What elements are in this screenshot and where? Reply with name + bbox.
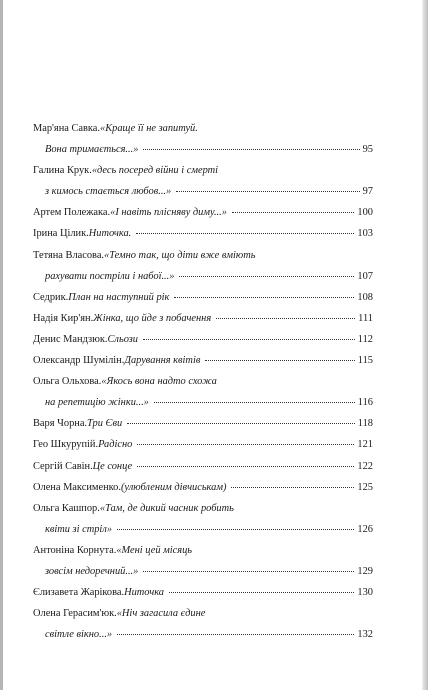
dot-leader bbox=[216, 318, 355, 319]
dot-leader bbox=[174, 297, 354, 298]
toc-entry-line bbox=[33, 287, 373, 308]
toc-entry-line bbox=[33, 202, 373, 223]
toc-entry-continuation bbox=[33, 266, 373, 287]
toc-author: Антоніна Корнута. bbox=[33, 544, 117, 556]
toc-title: Три Єви bbox=[87, 418, 123, 430]
dot-leader bbox=[117, 634, 354, 635]
toc-entry-continuation bbox=[33, 624, 373, 645]
toc-title: «Темно так, що діти вже вміють bbox=[104, 249, 256, 261]
toc-title: Вона тримається...» bbox=[45, 144, 139, 156]
toc-entry bbox=[33, 223, 373, 244]
toc-title: рахувати постріли і набої...» bbox=[45, 270, 175, 282]
toc-page-number: 118 bbox=[357, 418, 373, 430]
dot-leader bbox=[137, 444, 354, 445]
toc-entry-line bbox=[33, 223, 373, 244]
toc-author: Олена Герасим'юк. bbox=[33, 608, 117, 620]
dot-leader bbox=[127, 423, 355, 424]
toc-title: Радісно bbox=[98, 439, 133, 451]
toc-entry-continuation bbox=[33, 519, 373, 540]
toc-author: Гео Шкурупій. bbox=[33, 439, 99, 451]
toc-title: «Там, де дикий часник робить bbox=[99, 502, 234, 514]
toc-entry-line bbox=[33, 350, 373, 371]
toc-entry-line bbox=[33, 118, 373, 139]
toc-entry bbox=[33, 202, 373, 223]
table-of-contents bbox=[33, 118, 373, 645]
toc-entry-continuation bbox=[33, 392, 373, 413]
dot-leader bbox=[136, 233, 354, 234]
dot-leader bbox=[143, 339, 355, 340]
toc-author: Мар'яна Савка. bbox=[33, 123, 101, 134]
toc-title: Ниточка. bbox=[88, 228, 132, 240]
toc-page-number: 129 bbox=[357, 565, 373, 577]
toc-entry-line bbox=[33, 477, 373, 498]
toc-title: зовсім недоречний...» bbox=[45, 565, 139, 577]
toc-entry bbox=[33, 329, 373, 350]
toc-title: Ниточка bbox=[124, 587, 164, 599]
toc-title: Дарування квітів bbox=[124, 355, 201, 367]
toc-page-number: 108 bbox=[357, 291, 373, 303]
dot-leader bbox=[143, 149, 359, 150]
toc-page-number: 126 bbox=[357, 523, 373, 535]
dot-leader bbox=[154, 402, 355, 403]
toc-author: Тетяна Власова. bbox=[33, 249, 105, 261]
toc-author: Надія Кир'ян. bbox=[33, 312, 94, 324]
toc-entry bbox=[33, 456, 373, 477]
toc-title: світле вікно...» bbox=[45, 629, 113, 641]
toc-page-number: 130 bbox=[357, 587, 373, 599]
toc-entry-line bbox=[33, 434, 373, 455]
toc-page-number: 111 bbox=[358, 312, 373, 324]
toc-entry bbox=[33, 434, 373, 455]
toc-title: «І навіть плісняву диму...» bbox=[110, 207, 227, 219]
toc-entry bbox=[33, 308, 373, 329]
toc-page-number: 115 bbox=[357, 355, 373, 367]
toc-title: План на наступний рік bbox=[68, 291, 170, 303]
toc-entry bbox=[33, 582, 373, 603]
toc-entry-line bbox=[33, 413, 373, 434]
toc-title: з кимось стається любов...» bbox=[45, 186, 172, 198]
toc-title: (улюбленим дівчиськам) bbox=[120, 481, 227, 493]
toc-title: квіти зі стріл» bbox=[45, 523, 113, 535]
toc-entry bbox=[33, 245, 373, 287]
toc-author: Седрик. bbox=[33, 291, 69, 303]
toc-author: Галина Крук. bbox=[33, 165, 92, 177]
toc-page-number: 97 bbox=[362, 186, 373, 198]
toc-author: Олена Максименко. bbox=[33, 481, 121, 493]
toc-page-number: 107 bbox=[357, 270, 373, 282]
toc-entry-line bbox=[33, 498, 373, 519]
toc-page-number: 112 bbox=[357, 333, 373, 345]
toc-title: «Краще її не запитуй. bbox=[100, 123, 198, 134]
toc-title: на репетицію жінки...» bbox=[45, 397, 149, 409]
toc-entry-line bbox=[33, 160, 373, 181]
toc-page-number: 100 bbox=[357, 207, 373, 219]
toc-entry-line bbox=[33, 308, 373, 329]
dot-leader bbox=[137, 466, 354, 467]
dot-leader bbox=[231, 487, 354, 488]
toc-title: «десь посеред війни і смерті bbox=[91, 165, 219, 177]
toc-entry bbox=[33, 540, 373, 582]
toc-page-number: 95 bbox=[362, 144, 373, 156]
toc-author: Ольга Ольхова. bbox=[33, 376, 102, 388]
toc-entry-line bbox=[33, 329, 373, 350]
toc-page-number: 103 bbox=[357, 228, 373, 240]
dot-leader bbox=[117, 529, 354, 530]
toc-title: «Ніч загасила єдине bbox=[116, 608, 206, 620]
toc-entry-line bbox=[33, 245, 373, 266]
toc-author: Ольга Кашпор. bbox=[33, 502, 100, 514]
page-edge-left bbox=[0, 0, 3, 690]
toc-entry bbox=[33, 287, 373, 308]
toc-entry-line bbox=[33, 540, 373, 561]
toc-entry bbox=[33, 413, 373, 434]
toc-author: Ірина Цілик. bbox=[33, 228, 89, 240]
toc-entry bbox=[33, 477, 373, 498]
toc-entry-line bbox=[33, 456, 373, 477]
toc-entry bbox=[33, 603, 373, 645]
toc-entry-line bbox=[33, 371, 373, 392]
toc-page-number: 125 bbox=[357, 481, 373, 493]
toc-page-number: 132 bbox=[357, 629, 373, 641]
toc-entry-line bbox=[33, 603, 373, 624]
dot-leader bbox=[143, 571, 354, 572]
toc-author: Єлизавета Жарікова. bbox=[33, 587, 125, 599]
toc-entry-continuation bbox=[33, 139, 373, 160]
toc-author: Варя Чорна. bbox=[33, 418, 88, 430]
toc-entry bbox=[33, 350, 373, 371]
toc-entry bbox=[33, 498, 373, 540]
dot-leader bbox=[176, 191, 359, 192]
toc-page-number: 116 bbox=[357, 397, 373, 409]
toc-entry bbox=[33, 118, 373, 160]
toc-title: Жінка, що йде з побачення bbox=[93, 312, 212, 324]
dot-leader bbox=[205, 360, 354, 361]
toc-author: Денис Мандзюк. bbox=[33, 333, 108, 345]
toc-title: «Якось вона надто схожа bbox=[101, 376, 217, 388]
toc-author: Олександр Шумілін. bbox=[33, 355, 125, 367]
dot-leader bbox=[169, 592, 354, 593]
toc-entry-continuation bbox=[33, 561, 373, 582]
toc-entry bbox=[33, 371, 373, 413]
page-edge-right bbox=[422, 0, 428, 690]
toc-title: Це сонце bbox=[92, 460, 133, 472]
toc-entry-continuation bbox=[33, 181, 373, 202]
toc-author: Артем Полежака. bbox=[33, 207, 111, 219]
toc-entry bbox=[33, 160, 373, 202]
toc-entry-line bbox=[33, 582, 373, 603]
dot-leader bbox=[232, 212, 354, 213]
toc-page-number: 121 bbox=[357, 439, 373, 451]
dot-leader bbox=[179, 276, 354, 277]
toc-title: «Мені цей місяць bbox=[116, 544, 193, 556]
toc-title: Сльози bbox=[107, 333, 138, 345]
toc-page-number: 122 bbox=[357, 460, 373, 472]
toc-author: Сергій Савін. bbox=[33, 460, 93, 472]
